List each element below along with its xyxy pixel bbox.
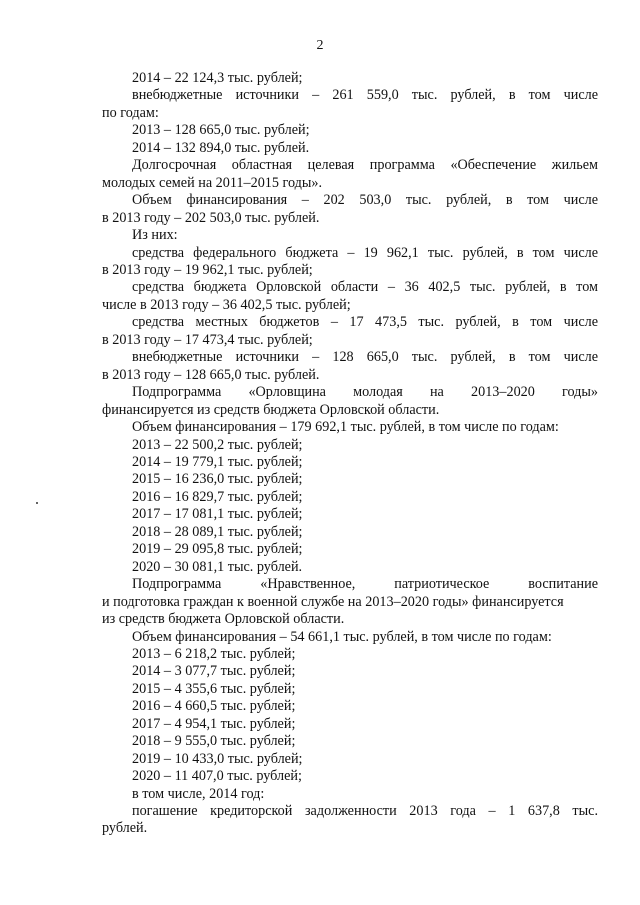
text-line: погашение кредиторской задолженности 2013 года – 1 637,8 тыс. — [132, 803, 598, 820]
text-line: и подготовка граждан к военной службе на 2013–2020 годы» финансируется — [102, 593, 564, 610]
text-line: в 2013 году – 19 962,1 тыс. рублей; — [102, 261, 313, 278]
text-line: внебюджетные источники – 261 559,0 тыс. рублей, в том числе — [132, 87, 598, 104]
text-line: 2019 – 10 433,0 тыс. рублей; — [132, 750, 303, 767]
text-line: в 2013 году – 17 473,4 тыс. рублей; — [102, 331, 313, 348]
text-line: 2020 – 30 081,1 тыс. рублей. — [132, 558, 303, 575]
text-line: Подпрограмма «Нравственное, патриотическое воспитание — [132, 576, 598, 593]
text-line: числе в 2013 году – 36 402,5 тыс. рублей; — [102, 296, 351, 313]
text-line: по годам: — [102, 104, 159, 121]
text-line: средства местных бюджетов – 17 473,5 тыс. рублей, в том числе — [132, 314, 598, 331]
text-line: Подпрограмма «Орловщина молодая на 2013–2020 годы» — [132, 384, 598, 401]
text-line: Из них: — [132, 227, 178, 244]
text-line: молодых семей на 2011–2015 годы». — [102, 174, 323, 191]
text-line: 2014 – 22 124,3 тыс. рублей; — [132, 70, 303, 86]
text-line: в 2013 году – 202 503,0 тыс. рублей. — [102, 209, 320, 226]
text-line: 2016 – 16 829,7 тыс. рублей; — [132, 488, 303, 505]
text-line: 2013 – 6 218,2 тыс. рублей; — [132, 645, 296, 662]
text-line: 2014 – 19 779,1 тыс. рублей; — [132, 453, 303, 470]
text-line: средства бюджета Орловской области – 36 402,5 тыс. рублей, в том — [132, 279, 598, 296]
text-line: 2019 – 29 095,8 тыс. рублей; — [132, 541, 303, 558]
text-line: 2016 – 4 660,5 тыс. рублей; — [132, 698, 296, 715]
text-line: 2018 – 9 555,0 тыс. рублей; — [132, 733, 296, 750]
text-line: 2020 – 11 407,0 тыс. рублей; — [132, 768, 302, 785]
text-line: 2015 – 4 355,6 тыс. рублей; — [132, 680, 296, 697]
page-number: 2 — [316, 38, 324, 53]
text-line: 2013 – 22 500,2 тыс. рублей; — [132, 436, 303, 453]
text-line: внебюджетные источники – 128 665,0 тыс. рублей, в том числе — [132, 349, 598, 366]
text-line: рублей. — [102, 820, 148, 837]
document-body — [102, 70, 598, 838]
text-line: 2014 – 132 894,0 тыс. рублей. — [132, 139, 310, 156]
text-line: средства федерального бюджета – 19 962,1 тыс. рублей, в том числе — [132, 244, 598, 261]
text-line: Долгосрочная областная целевая программа «Обеспечение жильем — [132, 157, 598, 174]
text-line: 2015 – 16 236,0 тыс. рублей; — [132, 471, 303, 488]
text-line: Объем финансирования – 202 503,0 тыс. рублей, в том числе — [132, 192, 598, 209]
text-line: финансируется из средств бюджета Орловской области. — [102, 401, 440, 418]
text-line: 2014 – 3 077,7 тыс. рублей; — [132, 663, 296, 680]
scan-speck — [36, 502, 38, 504]
text-line: 2013 – 128 665,0 тыс. рублей; — [132, 122, 310, 139]
text-line: 2017 – 17 081,1 тыс. рублей; — [132, 506, 303, 523]
text-line: Объем финансирования – 54 661,1 тыс. рублей, в том числе по годам: — [132, 628, 552, 645]
text-line: в том числе, 2014 год: — [132, 785, 265, 802]
text-line: в 2013 году – 128 665,0 тыс. рублей. — [102, 366, 320, 383]
text-line: Объем финансирования – 179 692,1 тыс. рублей, в том числе по годам: — [132, 419, 559, 436]
text-line: 2018 – 28 089,1 тыс. рублей; — [132, 523, 303, 540]
text-line: 2017 – 4 954,1 тыс. рублей; — [132, 715, 296, 732]
text-line: из средств бюджета Орловской области. — [102, 611, 345, 628]
